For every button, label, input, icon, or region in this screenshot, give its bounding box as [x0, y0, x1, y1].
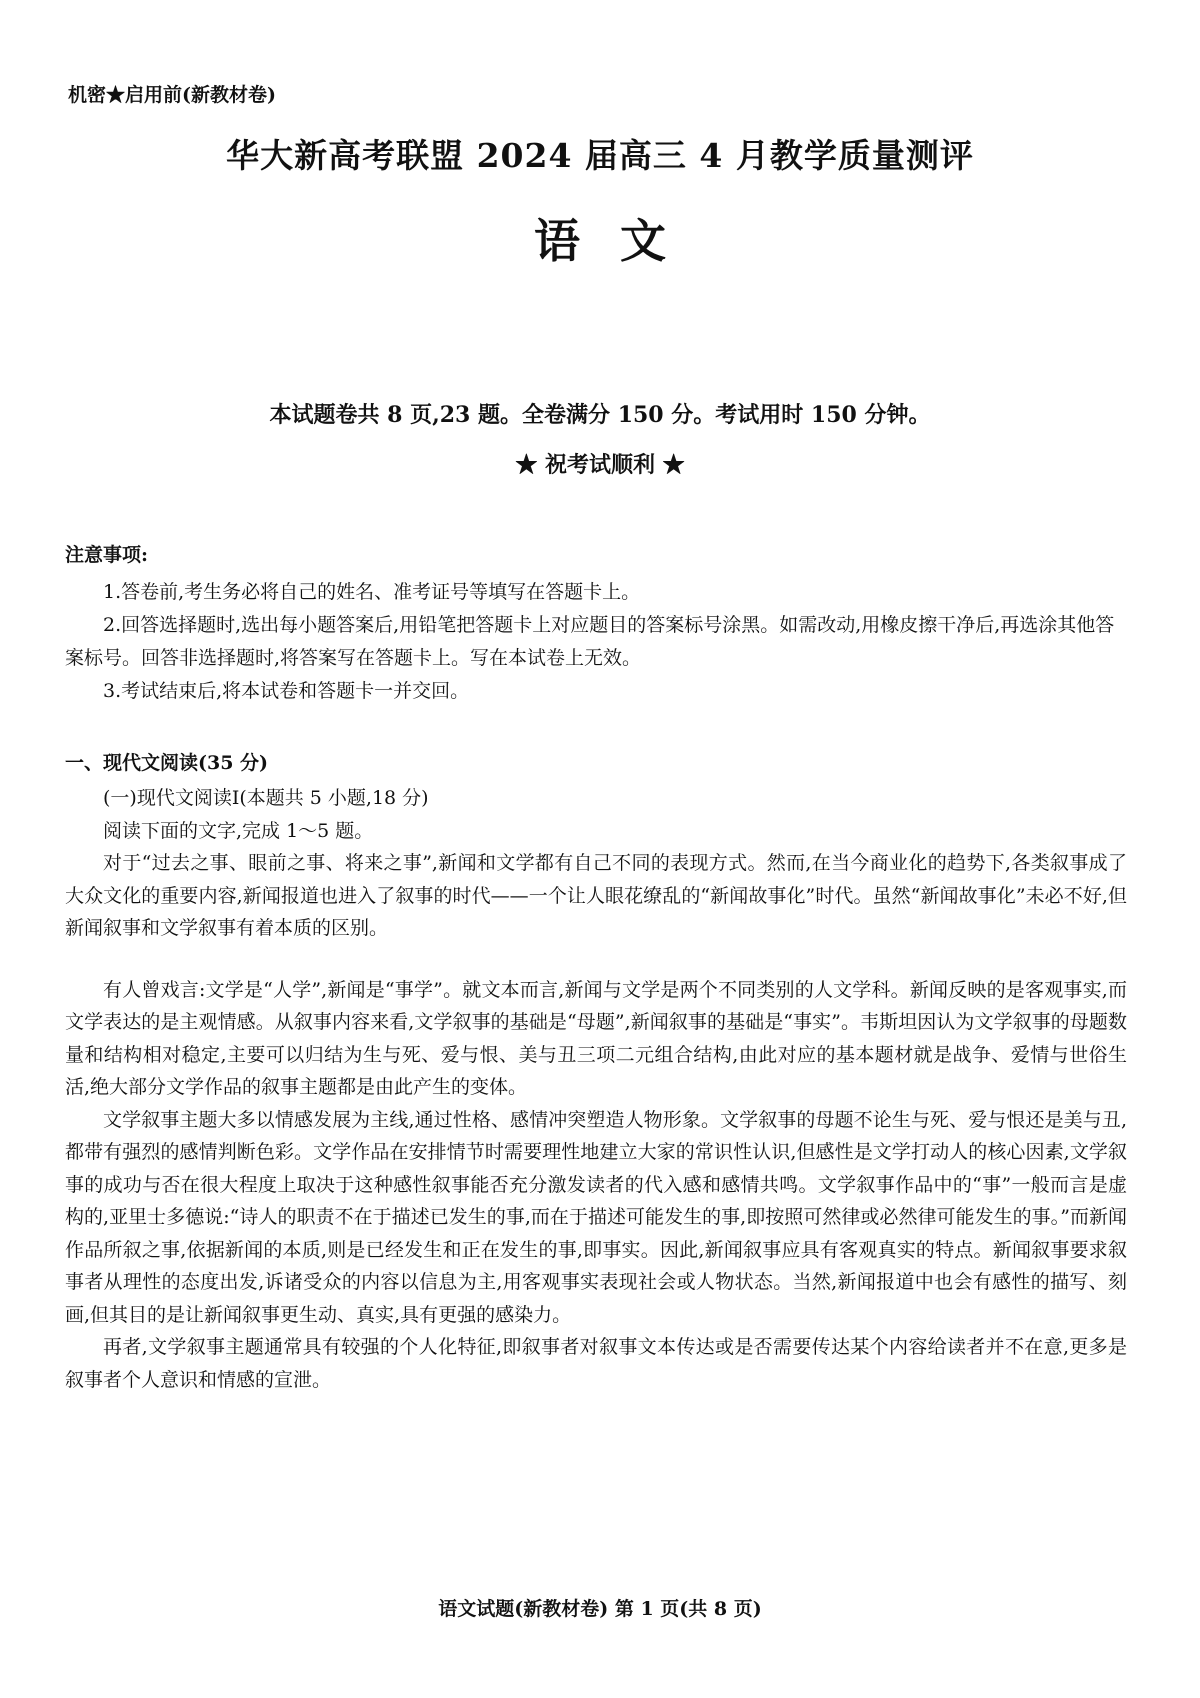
passage-paragraph: 文学叙事主题大多以情感发展为主线,通过性格、感情冲突塑造人物形象。文学叙事的母题不论生与死、爱与恨还是美与丑,都带有强烈的感情判断色彩。文学作品在安排情节时需要理性地建立大家的常识性认识,但感性是文学打动人的核心因素,文学叙事的成功与否在很大程度上取决于这种感性叙事能否充分激发读者的代入感和感情共鸣。文学叙事作品中的“事”一般而言是虚构的,亚里士多德说:“诗人的职责不在于描述已发生的事,而在于描述可能发生的事,即按照可然律或必然律可能发生的事。”而新闻作品所叙之事,依据新闻的本质,则是已经发生和正在发生的事,即事实。因此,新闻叙事应具有客观真实的特点。新闻叙事要求叙事者从理性的态度出发,诉诸受众的内容以信息为主,用客观事实表现社会或人物状态。当然,新闻报道中也会有感性的描写、刻画,但其目的是让新闻叙事更生动、真实,具有更强的感染力。 [65, 1108, 1127, 1326]
subject-title: 语文 [534, 214, 706, 268]
passage-paragraph: 再者,文学叙事主题通常具有较强的个人化特征,即叙事者对叙事文本传达或是否需要传达某个内容给读者并不在意,更多是叙事者个人意识和情感的宣泄。 [65, 1336, 1127, 1391]
passage-paragraph: 对于“过去之事、眼前之事、将来之事”,新闻和文学都有自己不同的表现方式。然而,在当今商业化的趋势下,各类叙事成了大众文化的重要内容,新闻报道也进入了叙事的时代——一个让人眼花缭乱的“新闻故事化”时代。虽然“新闻故事化”未必不好,但新闻叙事和文学叙事有着本质的区别。 [65, 852, 1127, 939]
reading-passage [65, 782, 1127, 1396]
note-item: 3.考试结束后,将本试卷和答题卡一并交回。 [103, 680, 470, 702]
confidential-label: 机密★启用前(新教材卷) [68, 84, 276, 106]
section-heading: 一、现代文阅读(35 分) [65, 752, 269, 774]
exam-title: 华大新高考联盟 2024 届高三 4 月教学质量测评 [226, 136, 974, 175]
notes-heading: 注意事项: [65, 544, 149, 566]
sub-section-heading: (一)现代文阅读Ⅰ(本题共 5 小题,18 分) [103, 787, 429, 809]
note-item: 2.回答选择题时,选出每小题答案后,用铅笔把答题卡上对应题目的答案标号涂黑。如需改动,用橡皮擦干净后,再选涂其他答案标号。回答非选择题时,将答案写在答题卡上。写在本试卷上无效。 [65, 614, 1115, 669]
passage-paragraph: 有人曾戏言:文学是“人学”,新闻是“事学”。就文本而言,新闻与文学是两个不同类别的人文学科。新闻反映的是客观事实,而文学表达的是主观情感。从叙事内容来看,文学叙事的基础是“母题”,新闻叙事的基础是“事实”。韦斯坦因认为文学叙事的母题数量和结构相对稳定,主要可以归结为生与死、爱与恨、美与丑三项二元组合结构,由此对应的基本题材就是战争、爱情与世俗生活,绝大部分文学作品的叙事主题都是由此产生的变体。 [65, 978, 1127, 1098]
page-footer: 语文试题(新教材卷) 第 1 页(共 8 页) [438, 1598, 762, 1620]
good-luck-line: ★ 祝考试顺利 ★ [515, 452, 685, 478]
note-item: 1.答卷前,考生务必将自己的姓名、准考证号等填写在答题卡上。 [103, 581, 641, 603]
exam-info: 本试题卷共 8 页,23 题。全卷满分 150 分。考试用时 150 分钟。 [269, 402, 931, 428]
notes-list [65, 576, 1125, 708]
reading-instruction: 阅读下面的文字,完成 1～5 题。 [103, 819, 374, 842]
